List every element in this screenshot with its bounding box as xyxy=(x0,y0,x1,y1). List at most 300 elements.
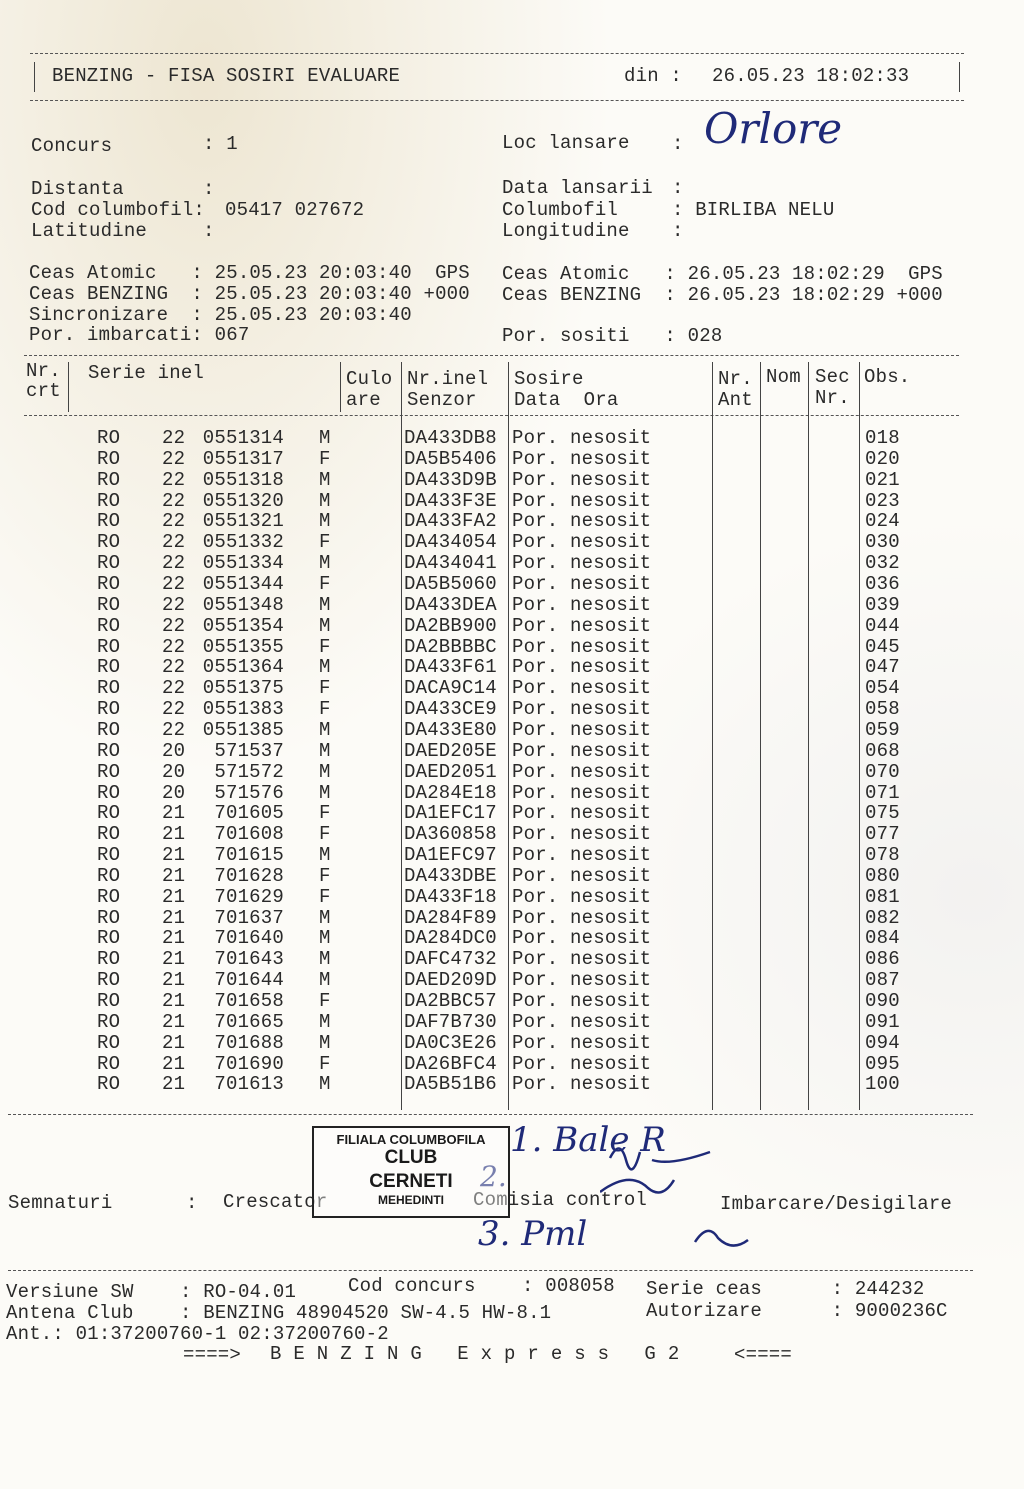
col-sep-obs xyxy=(859,362,860,1110)
cell-obs: 075 xyxy=(865,802,900,825)
cell-an: 21 xyxy=(162,948,186,971)
cell-an: 22 xyxy=(162,635,186,658)
cell-senzor: DAF7B730 xyxy=(404,1010,497,1033)
cell-sex: M xyxy=(319,427,331,449)
cell-tara: RO xyxy=(97,969,121,992)
cell-nr-inel: 701658 xyxy=(214,990,284,1012)
cell-sex: F xyxy=(319,802,331,825)
cell-sosire: Por. nesosit xyxy=(512,698,652,720)
cod-columbofil-label: Cod columbofil: xyxy=(31,199,206,221)
cell-obs: 100 xyxy=(865,1073,900,1096)
cell-tara: RO xyxy=(97,885,121,908)
cell-obs: 039 xyxy=(865,593,900,616)
cell-sosire: Por. nesosit xyxy=(512,718,652,741)
col-sep-sec xyxy=(808,362,809,1110)
cell-nr-inel: 701640 xyxy=(214,927,284,950)
cell-sosire: Por. nesosit xyxy=(512,447,652,470)
cell-sosire: Por. nesosit xyxy=(512,1052,652,1075)
cell-an: 22 xyxy=(162,656,186,679)
cell-an: 21 xyxy=(162,823,186,846)
cell-nr-inel: 0551317 xyxy=(202,447,284,470)
cell-senzor: DA5B51B6 xyxy=(404,1073,497,1096)
stamp-line-1: FILIALA COLUMBOFILA xyxy=(336,1132,486,1147)
cell-obs: 084 xyxy=(865,927,900,950)
cell-tara: RO xyxy=(97,1010,121,1033)
cell-senzor: DA284F89 xyxy=(404,906,497,929)
cell-senzor: DA433DB8 xyxy=(404,427,497,449)
cell-nr-inel: 0551320 xyxy=(202,489,284,512)
cell-tara: RO xyxy=(97,614,121,637)
left-atomic-clock: Ceas Atomic : 25.05.23 20:03:40 GPS xyxy=(29,262,470,284)
cell-tara: RO xyxy=(97,656,121,679)
cell-sosire: Por. nesosit xyxy=(512,739,652,762)
cell-senzor: DA1EFC97 xyxy=(404,844,497,866)
cell-sex: M xyxy=(319,489,331,512)
cell-an: 22 xyxy=(162,614,186,637)
cod-columbofil-value: 05417 027672 xyxy=(225,199,365,221)
cell-senzor: DA5B5406 xyxy=(404,447,497,470)
cell-sex: M xyxy=(319,468,331,491)
cell-sex: F xyxy=(319,677,331,700)
header-obs: Obs. xyxy=(864,366,911,388)
sincronizare: Sincronizare : 25.05.23 20:03:40 xyxy=(29,304,412,326)
cell-sosire: Por. nesosit xyxy=(512,1073,652,1096)
cell-sex: M xyxy=(319,1031,331,1054)
cell-tara: RO xyxy=(97,1031,121,1054)
cell-nr-inel: 571576 xyxy=(214,781,284,804)
data-lansarii-label: Data lansarii xyxy=(502,177,653,199)
cell-obs: 078 xyxy=(865,844,900,866)
cell-sosire: Por. nesosit xyxy=(512,468,652,491)
footer-separator xyxy=(8,1270,973,1271)
cell-obs: 087 xyxy=(865,969,900,992)
cell-tara: RO xyxy=(97,468,121,491)
cell-nr-inel: 0551344 xyxy=(202,573,284,595)
cell-nr-inel: 701690 xyxy=(214,1052,284,1075)
footer-brand: BENZING Express G2 xyxy=(270,1343,692,1365)
cell-sex: M xyxy=(319,844,331,866)
cell-senzor: DAED205E xyxy=(404,739,497,762)
col-sep-nom xyxy=(760,362,761,1110)
header-serie-inel: Serie inel xyxy=(88,362,205,384)
header-nr-inel: Nr.inel xyxy=(407,368,489,390)
cell-obs: 070 xyxy=(865,760,900,783)
cell-senzor: DA434054 xyxy=(404,531,497,554)
cell-tara: RO xyxy=(97,1052,121,1075)
cell-obs: 090 xyxy=(865,990,900,1012)
header-culoare: Culo xyxy=(346,368,393,390)
cell-sosire: Por. nesosit xyxy=(512,990,652,1012)
cell-obs: 082 xyxy=(865,906,900,929)
cell-sosire: Por. nesosit xyxy=(512,885,652,908)
cell-an: 21 xyxy=(162,969,186,992)
cell-tara: RO xyxy=(97,427,121,449)
cell-nr-inel: 571572 xyxy=(214,760,284,783)
cell-an: 21 xyxy=(162,802,186,825)
concurs-value: : 1 xyxy=(203,133,238,155)
cell-obs: 081 xyxy=(865,885,900,908)
cell-senzor: DA26BFC4 xyxy=(404,1052,497,1075)
cell-obs: 058 xyxy=(865,698,900,720)
cell-obs: 021 xyxy=(865,468,900,491)
cell-nr-inel: 0551355 xyxy=(202,635,284,658)
cell-sex: F xyxy=(319,447,331,470)
cell-senzor: DA434041 xyxy=(404,552,497,575)
cell-sosire: Por. nesosit xyxy=(512,510,652,533)
cell-senzor: DA360858 xyxy=(404,823,497,846)
cell-an: 22 xyxy=(162,677,186,700)
cell-an: 21 xyxy=(162,1031,186,1054)
cell-sex: M xyxy=(319,614,331,637)
longitudine-label: Longitudine xyxy=(502,220,630,242)
cell-an: 22 xyxy=(162,447,186,470)
col-sep-sosire xyxy=(508,362,509,1110)
col-sep-culoare-head xyxy=(340,362,341,412)
cell-nr-inel: 701608 xyxy=(214,823,284,846)
cell-nr-inel: 0551314 xyxy=(202,427,284,449)
semnaturi-colon: : xyxy=(186,1192,198,1214)
cell-nr-inel: 0551364 xyxy=(202,656,284,679)
cell-obs: 045 xyxy=(865,635,900,658)
cell-nr-inel: 571537 xyxy=(214,739,284,762)
cell-an: 21 xyxy=(162,927,186,950)
cell-an: 22 xyxy=(162,573,186,595)
cell-an: 22 xyxy=(162,489,186,512)
header-right-border xyxy=(959,62,960,92)
cell-tara: RO xyxy=(97,573,121,595)
loc-lansare-label: Loc lansare xyxy=(502,132,630,154)
cell-nr-inel: 0551321 xyxy=(202,510,284,533)
din-value: 26.05.23 18:02:33 xyxy=(712,65,910,87)
cell-tara: RO xyxy=(97,552,121,575)
cell-obs: 077 xyxy=(865,823,900,846)
cell-sosire: Por. nesosit xyxy=(512,760,652,783)
cell-sosire: Por. nesosit xyxy=(512,927,652,950)
cell-sex: M xyxy=(319,1010,331,1033)
cell-sosire: Por. nesosit xyxy=(512,781,652,804)
cell-sex: M xyxy=(319,718,331,741)
distanta-label: Distanta xyxy=(31,178,124,200)
cell-senzor: DA2BBBBC xyxy=(404,635,497,658)
header-senzor: Senzor xyxy=(407,389,477,411)
cell-tara: RO xyxy=(97,823,121,846)
left-benzing-clock: Ceas BENZING : 25.05.23 20:03:40 +000 xyxy=(29,283,470,305)
cell-senzor: DA433DBE xyxy=(404,864,497,887)
footer-arrow-right: <==== xyxy=(734,1344,793,1366)
cell-sex: M xyxy=(319,552,331,575)
porumbei-sositi: Por. sositi : 028 xyxy=(502,325,723,347)
cell-an: 22 xyxy=(162,468,186,491)
cell-nr-inel: 0551385 xyxy=(202,718,284,741)
cell-sex: M xyxy=(319,656,331,679)
cell-sex: F xyxy=(319,885,331,908)
cell-obs: 054 xyxy=(865,677,900,700)
antene: Ant.: 01:37200760-1 02:37200760-2 xyxy=(6,1323,389,1345)
cell-obs: 094 xyxy=(865,1031,900,1054)
cell-an: 21 xyxy=(162,864,186,887)
signature-scribbles xyxy=(600,1130,760,1260)
cell-sosire: Por. nesosit xyxy=(512,531,652,554)
cell-an: 22 xyxy=(162,427,186,449)
cell-senzor: DA2BBC57 xyxy=(404,990,497,1012)
header-left-border xyxy=(34,62,35,92)
concurs-label: Concurs xyxy=(31,135,113,157)
cell-senzor: DA433DEA xyxy=(404,593,497,616)
cell-sosire: Por. nesosit xyxy=(512,823,652,846)
table-header-border xyxy=(24,415,959,416)
cell-obs: 080 xyxy=(865,864,900,887)
cell-sex: F xyxy=(319,635,331,658)
right-benzing-clock: Ceas BENZING : 26.05.23 18:02:29 +000 xyxy=(502,284,943,306)
right-atomic-clock: Ceas Atomic : 26.05.23 18:02:29 GPS xyxy=(502,263,943,285)
cell-sex: F xyxy=(319,698,331,720)
cell-sex: M xyxy=(319,948,331,971)
cell-senzor: DA433F61 xyxy=(404,656,497,679)
cell-nr-inel: 0551334 xyxy=(202,552,284,575)
cell-tara: RO xyxy=(97,927,121,950)
latitudine-value: : xyxy=(203,220,215,242)
columbofil-value: : BIRLIBA NELU xyxy=(672,199,835,221)
crescator-label: Crescator xyxy=(223,1191,328,1213)
loc-lansare-handwritten: Orlore xyxy=(704,104,843,153)
cell-sosire: Por. nesosit xyxy=(512,635,652,658)
cell-sosire: Por. nesosit xyxy=(512,1010,652,1033)
antena-club: Antena Club : BENZING 48904520 SW-4.5 HW-8.1 xyxy=(6,1302,552,1324)
cell-an: 22 xyxy=(162,510,186,533)
cell-tara: RO xyxy=(97,489,121,512)
cell-tara: RO xyxy=(97,1073,121,1096)
cell-an: 22 xyxy=(162,552,186,575)
cell-obs: 071 xyxy=(865,781,900,804)
cell-an: 21 xyxy=(162,906,186,929)
cell-an: 21 xyxy=(162,990,186,1012)
loc-lansare-colon: : xyxy=(672,133,684,155)
cell-nr-inel: 701629 xyxy=(214,885,284,908)
cell-senzor: DA2BB900 xyxy=(404,614,497,637)
cell-sosire: Por. nesosit xyxy=(512,906,652,929)
cell-an: 22 xyxy=(162,718,186,741)
cell-senzor: DA5B5060 xyxy=(404,573,497,595)
cell-sex: M xyxy=(319,781,331,804)
cell-tara: RO xyxy=(97,739,121,762)
cell-tara: RO xyxy=(97,635,121,658)
cell-nr-inel: 701615 xyxy=(214,844,284,866)
din-label: din : xyxy=(624,65,683,87)
cell-sosire: Por. nesosit xyxy=(512,948,652,971)
cell-sosire: Por. nesosit xyxy=(512,1031,652,1054)
cell-obs: 044 xyxy=(865,614,900,637)
cell-obs: 086 xyxy=(865,948,900,971)
autorizare: Autorizare : 9000236C xyxy=(646,1300,948,1322)
cell-an: 22 xyxy=(162,593,186,616)
comisia-control-label: Comisia control xyxy=(473,1189,648,1211)
cell-sex: F xyxy=(319,823,331,846)
header-nom: Nom xyxy=(766,366,801,388)
cell-tara: RO xyxy=(97,990,121,1012)
cell-obs: 032 xyxy=(865,552,900,575)
header-sec: Sec xyxy=(815,366,850,388)
cell-tara: RO xyxy=(97,677,121,700)
col-sep-nrant xyxy=(712,362,713,1110)
cell-nr-inel: 0551375 xyxy=(202,677,284,700)
cell-nr-inel: 701628 xyxy=(214,864,284,887)
versiune-sw: Versiune SW : RO-04.01 xyxy=(6,1281,297,1303)
cell-tara: RO xyxy=(97,531,121,554)
cell-tara: RO xyxy=(97,593,121,616)
porumbei-imbarcati: Por. imbarcati: 067 xyxy=(29,324,250,346)
cell-nr-inel: 701637 xyxy=(214,906,284,929)
cell-nr-inel: 701605 xyxy=(214,802,284,825)
cell-senzor: DA1EFC17 xyxy=(404,802,497,825)
distanta-value: : xyxy=(203,178,215,200)
header-culoare-2: are xyxy=(346,389,381,411)
col-sep-nr xyxy=(68,362,69,412)
latitudine-label: Latitudine xyxy=(31,220,148,242)
serie-ceas: Serie ceas : 244232 xyxy=(646,1278,925,1300)
cell-an: 20 xyxy=(162,760,186,783)
cell-sex: M xyxy=(319,510,331,533)
header-ant: Ant xyxy=(718,389,753,411)
header-sosire: Sosire xyxy=(514,368,584,390)
col-sep-nrinel xyxy=(401,362,402,1110)
cell-sosire: Por. nesosit xyxy=(512,489,652,512)
cell-sex: M xyxy=(319,906,331,929)
cell-obs: 030 xyxy=(865,531,900,554)
cell-senzor: DA0C3E26 xyxy=(404,1031,497,1054)
cell-obs: 068 xyxy=(865,739,900,762)
cell-sosire: Por. nesosit xyxy=(512,969,652,992)
cell-senzor: DA433CE9 xyxy=(404,698,497,720)
cell-tara: RO xyxy=(97,864,121,887)
cell-sex: F xyxy=(319,573,331,595)
signature-1: 1. Bale R xyxy=(510,1120,666,1160)
data-lansarii-value: : xyxy=(672,177,684,199)
columbofil-label: Columbofil xyxy=(502,199,619,221)
cell-sosire: Por. nesosit xyxy=(512,552,652,575)
cell-senzor: DAED209D xyxy=(404,969,497,992)
cell-sosire: Por. nesosit xyxy=(512,614,652,637)
cell-obs: 091 xyxy=(865,1010,900,1033)
cell-sosire: Por. nesosit xyxy=(512,427,652,449)
cell-senzor: DAED2051 xyxy=(404,760,497,783)
cell-senzor: DA433D9B xyxy=(404,468,497,491)
cell-obs: 059 xyxy=(865,718,900,741)
cell-tara: RO xyxy=(97,698,121,720)
cell-sex: M xyxy=(319,760,331,783)
cell-nr-inel: 701643 xyxy=(214,948,284,971)
cell-an: 20 xyxy=(162,739,186,762)
cell-obs: 024 xyxy=(865,510,900,533)
cell-an: 22 xyxy=(162,698,186,720)
cell-tara: RO xyxy=(97,718,121,741)
cell-an: 21 xyxy=(162,885,186,908)
cell-sex: F xyxy=(319,531,331,554)
table-bottom-border xyxy=(8,1114,973,1115)
cell-tara: RO xyxy=(97,906,121,929)
cell-an: 21 xyxy=(162,1052,186,1075)
signature-2: 2. xyxy=(480,1160,507,1193)
stamp-line-3: CERNETI xyxy=(369,1171,453,1192)
cell-tara: RO xyxy=(97,781,121,804)
header-data-ora: Data Ora xyxy=(514,389,619,411)
cell-nr-inel: 0551348 xyxy=(202,593,284,616)
header-bottom-border xyxy=(30,100,964,101)
cell-nr-inel: 0551332 xyxy=(202,531,284,554)
cell-sosire: Por. nesosit xyxy=(512,573,652,595)
cell-an: 21 xyxy=(162,1010,186,1033)
header-sec-nr: Nr. xyxy=(815,387,850,409)
cell-sex: M xyxy=(319,593,331,616)
table-top-border xyxy=(24,355,959,356)
cell-obs: 023 xyxy=(865,489,900,512)
cell-tara: RO xyxy=(97,802,121,825)
imbarcare-desigilare-label: Imbarcare/Desigilare xyxy=(720,1193,953,1215)
cell-nr-inel: 701688 xyxy=(214,1031,284,1054)
semnaturi-label: Semnaturi xyxy=(8,1192,113,1214)
cod-concurs: Cod concurs : 008058 xyxy=(348,1275,615,1297)
cell-senzor: DA433E80 xyxy=(404,718,497,741)
cell-sex: M xyxy=(319,969,331,992)
cell-nr-inel: 0551383 xyxy=(202,698,284,720)
cell-sex: M xyxy=(319,739,331,762)
cell-an: 21 xyxy=(162,1073,186,1096)
cell-sosire: Por. nesosit xyxy=(512,802,652,825)
cell-senzor: DACA9C14 xyxy=(404,677,497,700)
cell-sosire: Por. nesosit xyxy=(512,844,652,866)
cell-an: 20 xyxy=(162,781,186,804)
cell-nr-inel: 701665 xyxy=(214,1010,284,1033)
cell-obs: 020 xyxy=(865,447,900,470)
header-nr: Nr. xyxy=(26,360,61,382)
stamp-line-4: MEHEDINTI xyxy=(378,1193,444,1207)
longitudine-value: : xyxy=(672,220,684,242)
cell-obs: 036 xyxy=(865,573,900,595)
cell-senzor: DA284DC0 xyxy=(404,927,497,950)
cell-tara: RO xyxy=(97,948,121,971)
cell-sex: F xyxy=(319,990,331,1012)
cell-senzor: DA284E18 xyxy=(404,781,497,804)
cell-nr-inel: 0551354 xyxy=(202,614,284,637)
page-title: BENZING - FISA SOSIRI EVALUARE xyxy=(52,65,401,87)
cell-obs: 095 xyxy=(865,1052,900,1075)
cell-obs: 047 xyxy=(865,656,900,679)
cell-tara: RO xyxy=(97,510,121,533)
cell-sosire: Por. nesosit xyxy=(512,677,652,700)
cell-sex: M xyxy=(319,927,331,950)
cell-nr-inel: 701644 xyxy=(214,969,284,992)
signature-3: 3. Pml xyxy=(478,1214,588,1254)
cell-senzor: DAFC4732 xyxy=(404,948,497,971)
cell-nr-inel: 0551318 xyxy=(202,468,284,491)
cell-nr-inel: 701613 xyxy=(214,1073,284,1096)
header-crt: crt xyxy=(26,380,61,402)
cell-tara: RO xyxy=(97,760,121,783)
cell-sex: M xyxy=(319,1073,331,1096)
cell-sosire: Por. nesosit xyxy=(512,864,652,887)
cell-sex: F xyxy=(319,864,331,887)
header-top-border xyxy=(30,53,964,54)
cell-senzor: DA433FA2 xyxy=(404,510,497,533)
cell-tara: RO xyxy=(97,447,121,470)
cell-sosire: Por. nesosit xyxy=(512,593,652,616)
cell-an: 22 xyxy=(162,531,186,554)
cell-senzor: DA433F3E xyxy=(404,489,497,512)
cell-an: 21 xyxy=(162,844,186,866)
cell-sosire: Por. nesosit xyxy=(512,656,652,679)
club-stamp xyxy=(312,1126,510,1218)
header-nr-ant: Nr. xyxy=(718,368,753,390)
stamp-line-2: CLUB xyxy=(384,1147,438,1168)
